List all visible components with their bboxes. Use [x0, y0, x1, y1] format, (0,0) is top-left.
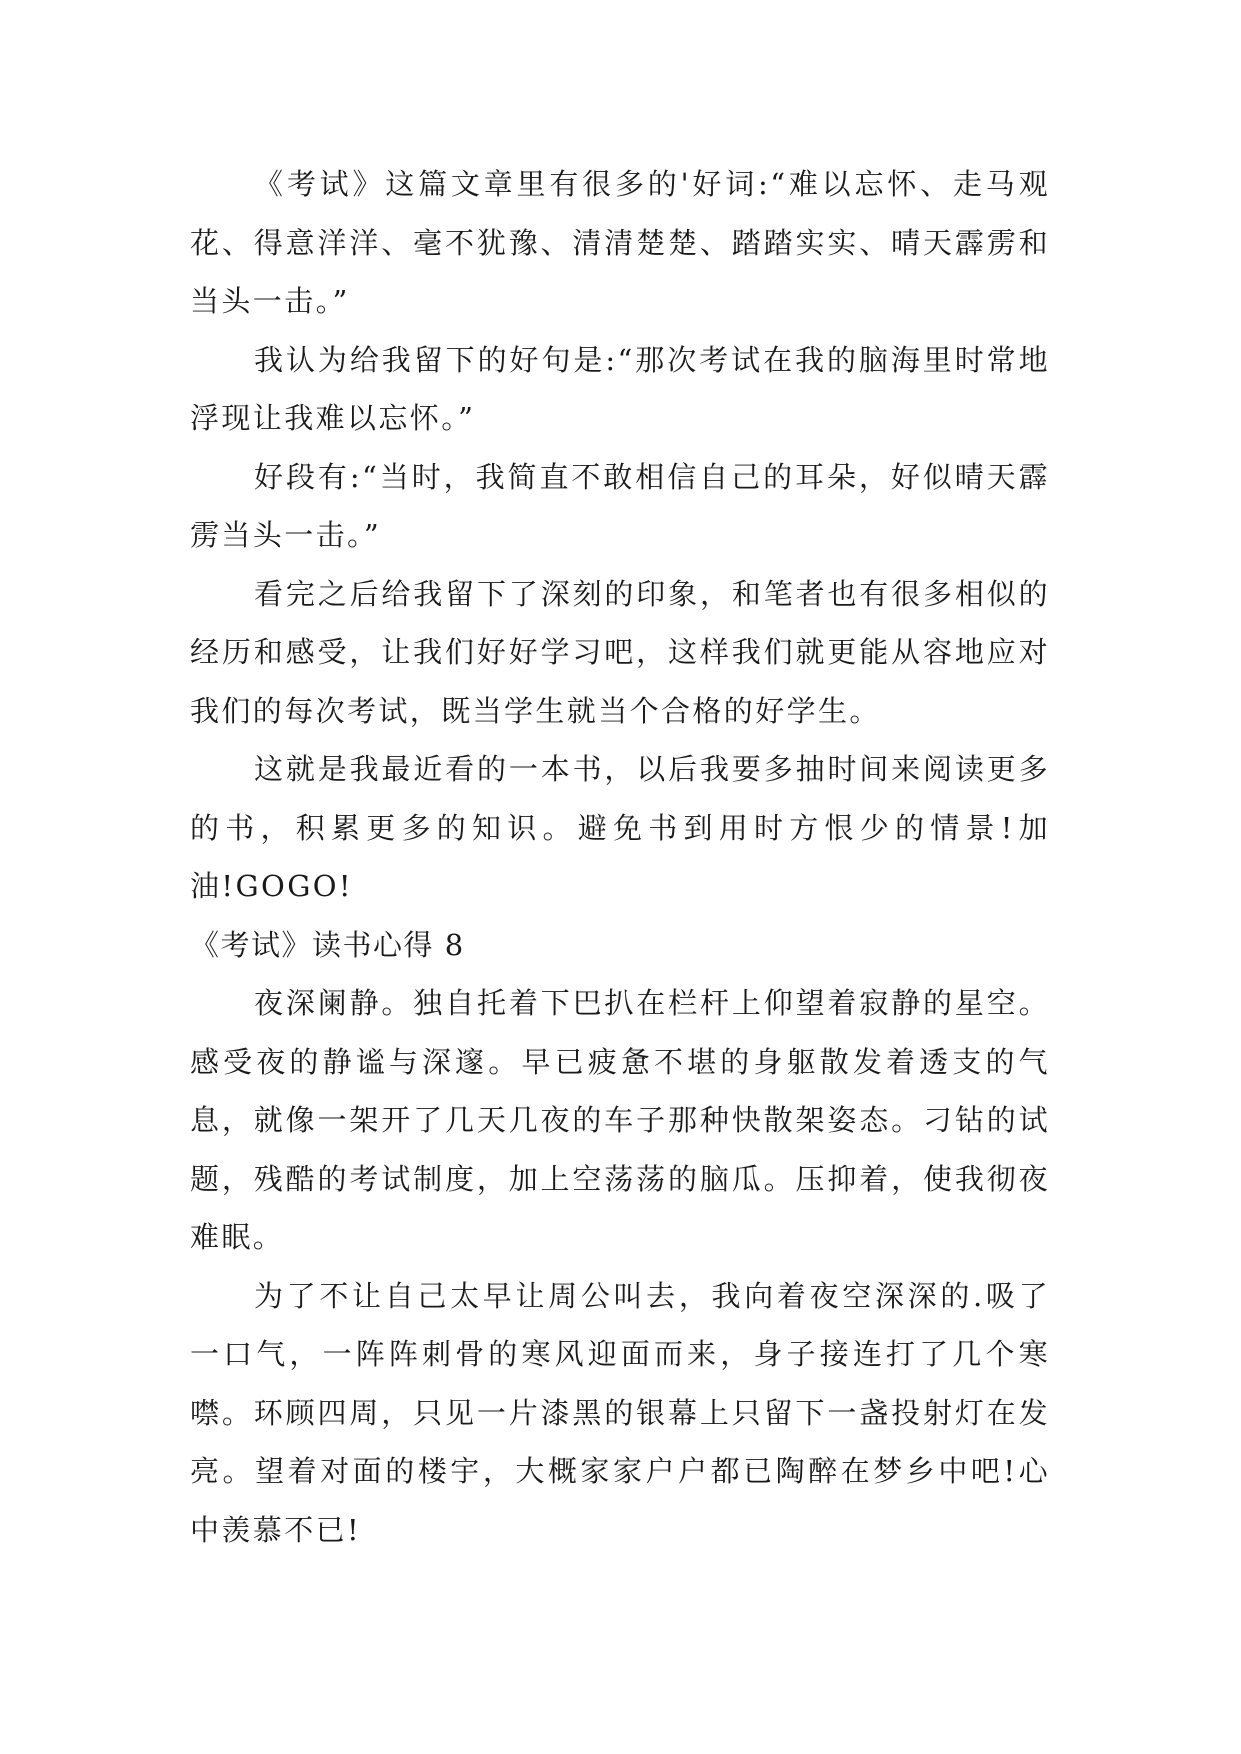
paragraph-good-words: 《考试》这篇文章里有很多的'好词:“难以忘怀、走马观花、得意洋洋、毫不犹豫、清清楚楚、踏踏实实、晴天霹雳和当头一击。”	[190, 167, 1050, 318]
paragraph-good-passage: 好段有:“当时，我简直不敢相信自己的耳朵，好似晴天霹雳当头一击。”	[190, 459, 1050, 552]
paragraph-impression: 看完之后给我留下了深刻的印象，和笔者也有很多相似的经历和感受，让我们好好学习吧，这样我们就更能从容地应对我们的每次考试，既当学生就当个合格的好学生。	[190, 576, 1050, 728]
paragraph-night-scene: 夜深阑静。独自托着下巴扒在栏杆上仰望着寂静的星空。感受夜的静谧与深邃。早已疲惫不堪的身躯散发着透支的气息，就像一架开了几天几夜的车子那种快散架姿态。刁钻的试题，残酷的考试制度，加上空荡荡的脑瓜。压抑着，使我彻夜难眠。	[190, 986, 1050, 1254]
section-heading: 《考试》读书心得 8	[190, 927, 465, 962]
document-body	[190, 155, 1050, 1559]
paragraph-conclusion: 这就是我最近看的一本书，以后我要多抽时间来阅读更多的书，积累更多的知识。避免书到用时方恨少的情景!加油!GOGO!	[190, 752, 1050, 903]
paragraph-good-sentence: 我认为给我留下的好句是:“那次考试在我的脑海里时常地浮现让我难以忘怀。”	[190, 342, 1050, 435]
paragraph-night-wind: 为了不让自己太早让周公叫去，我向着夜空深深的.吸了一口气，一阵阵刺骨的寒风迎面而来，身子接连打了几个寒噤。环顾四周，只见一片漆黑的银幕上只留下一盏投射灯在发亮。望着对面的楼宇，大概家家户户都已陶醉在梦乡中吧!心中羡慕不已!	[190, 1278, 1050, 1547]
